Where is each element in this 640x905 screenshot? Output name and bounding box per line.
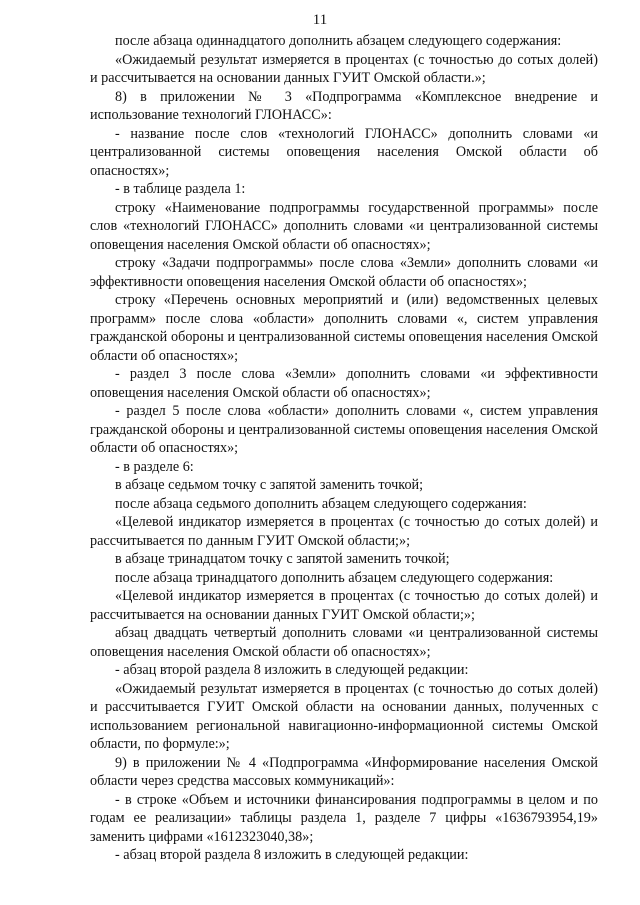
paragraph: после абзаца седьмого дополнить абзацем следующего содержания: <box>115 495 527 512</box>
paragraph: - в разделе 6: <box>115 458 194 475</box>
paragraph: - в строке «Объем и источники финансирования подпрограммы в целом и по годам ее реализации» таблицы раздела 1, разделе 7 цифры «1636793954,19» заменить цифрами «1612323040,38»; <box>90 791 598 845</box>
paragraph: - раздел 5 после слова «области» дополнить словами «, систем управления гражданской обороны и централизованной системы оповещения населения Омской области об опасностях»; <box>90 403 598 456</box>
paragraph: «Целевой индикатор измеряется в процентах (с точностью до сотых долей) и рассчитывается на основании данных ГУИТ Омской области;»; <box>90 588 598 623</box>
paragraph: 9) в приложении № 4 «Подпрограмма «Информирование населения Омской области через средства массовых коммуникаций»: <box>90 754 598 789</box>
page-number: 11 <box>312 12 328 28</box>
paragraph: абзац двадцать четвертый дополнить словами «и централизованной системы оповещения населения Омской области об опасностях»; <box>90 625 598 660</box>
paragraph: «Целевой индикатор измеряется в процентах (с точностью до сотых долей) и рассчитывается по данным ГУИТ Омской области;»; <box>90 514 598 549</box>
paragraph: строку «Задачи подпрограммы» после слова «Земли» дополнить словами «и эффективности оповещения населения Омской области об опасностях»; <box>90 255 598 290</box>
paragraph: 8) в приложении № 3 «Подпрограмма «Комплексное внедрение и использование технологий ГЛОНАСС»: <box>90 88 598 123</box>
paragraph: - раздел 3 после слова «Земли» дополнить словами «и эффективности оповещения населения Омской области об опасностях»; <box>90 366 598 401</box>
paragraph: после абзаца тринадцатого дополнить абзацем следующего содержания: <box>115 569 554 586</box>
paragraph: в абзаце тринадцатом точку с запятой заменить точкой; <box>115 551 450 567</box>
paragraph: - название после слов «технологий ГЛОНАСС» дополнить словами «и централизованной системы оповещения населения Омской области об опасностях»; <box>90 125 598 179</box>
paragraph: «Ожидаемый результат измеряется в процентах (с точностью до сотых долей) и рассчитывается ГУИТ Омской области на основании данных, полученных с использованием региональной навигационно-информационной системы Омской области, по формуле:»; <box>90 680 598 752</box>
paragraph: строку «Перечень основных мероприятий и (или) ведомственных целевых программ» после слова «области» дополнить словами «, систем управления гражданской обороны и централизованной системы оповещения населения Омской области об опасностях»; <box>90 292 598 364</box>
paragraph: - абзац второй раздела 8 изложить в следующей редакции: <box>115 847 469 863</box>
paragraph: после абзаца одиннадцатого дополнить абзацем следующего содержания: <box>115 33 562 49</box>
paragraph: - абзац второй раздела 8 изложить в следующей редакции: <box>115 662 469 678</box>
paragraph: - в таблице раздела 1: <box>115 181 246 197</box>
paragraph: в абзаце седьмом точку с запятой заменить точкой; <box>115 477 424 493</box>
document-body <box>90 32 598 865</box>
paragraph: «Ожидаемый результат измеряется в процентах (с точностью до сотых долей) и рассчитывается на основании данных ГУИТ Омской области.»; <box>90 51 598 86</box>
paragraph: строку «Наименование подпрограммы государственной программы» после слов «технологий ГЛОНАСС» дополнить словами «и централизованной системы оповещения населения Омской области об опасностях»; <box>90 199 598 253</box>
